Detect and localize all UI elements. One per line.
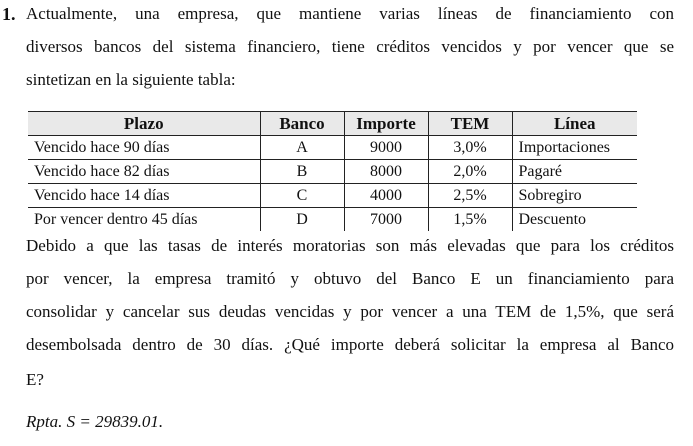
cell-plazo: Vencido hace 14 días [28, 184, 260, 208]
header-linea: Línea [512, 112, 637, 136]
cell-banco: A [260, 136, 344, 160]
header-banco: Banco [260, 112, 344, 136]
cell-tem: 2,0% [428, 160, 512, 184]
body-line-3: consolidar y cancelar sus deudas vencidas y por vencer a una TEM de 1,5%, que será [26, 302, 674, 321]
table-row [28, 136, 637, 160]
header-importe: Importe [344, 112, 428, 136]
table-row [28, 160, 637, 184]
cell-linea: Pagaré [512, 160, 637, 184]
cell-importe: 8000 [344, 160, 428, 184]
cell-plazo: Por vencer dentro 45 días [28, 208, 260, 232]
cell-linea: Descuento [512, 208, 637, 232]
table-row [28, 208, 637, 232]
header-tem: TEM [428, 112, 512, 136]
table-header-row [28, 112, 637, 136]
body-line-5: E? [26, 370, 44, 389]
body-line-1: Debido a que las tasas de interés moratorias son más elevadas que para los créditos [26, 236, 674, 255]
cell-tem: 1,5% [428, 208, 512, 232]
intro-line-3: sintetizan en la siguiente tabla: [26, 70, 236, 89]
cell-importe: 7000 [344, 208, 428, 232]
table-row [28, 184, 637, 208]
body-line-2: por vencer, la empresa tramitó y obtuvo del Banco E un financiamiento para [26, 269, 674, 288]
body-line-4: desembolsada dentro de 30 días. ¿Qué importe deberá solicitar la empresa al Banco [26, 335, 674, 354]
cell-banco: B [260, 160, 344, 184]
cell-banco: D [260, 208, 344, 232]
header-plazo: Plazo [28, 112, 260, 136]
credits-table [28, 111, 637, 231]
cell-banco: C [260, 184, 344, 208]
answer-text: Rpta. S = 29839.01. [26, 412, 164, 431]
cell-importe: 4000 [344, 184, 428, 208]
cell-importe: 9000 [344, 136, 428, 160]
cell-plazo: Vencido hace 82 días [28, 160, 260, 184]
problem-number: 1. [2, 4, 16, 24]
intro-line-2: diversos bancos del sistema financiero, tiene créditos vencidos y por vencer que se [26, 37, 674, 56]
cell-linea: Importaciones [512, 136, 637, 160]
cell-tem: 3,0% [428, 136, 512, 160]
cell-linea: Sobregiro [512, 184, 637, 208]
cell-plazo: Vencido hace 90 días [28, 136, 260, 160]
intro-line-1: Actualmente, una empresa, que mantiene varias líneas de financiamiento con [26, 4, 674, 23]
cell-tem: 2,5% [428, 184, 512, 208]
